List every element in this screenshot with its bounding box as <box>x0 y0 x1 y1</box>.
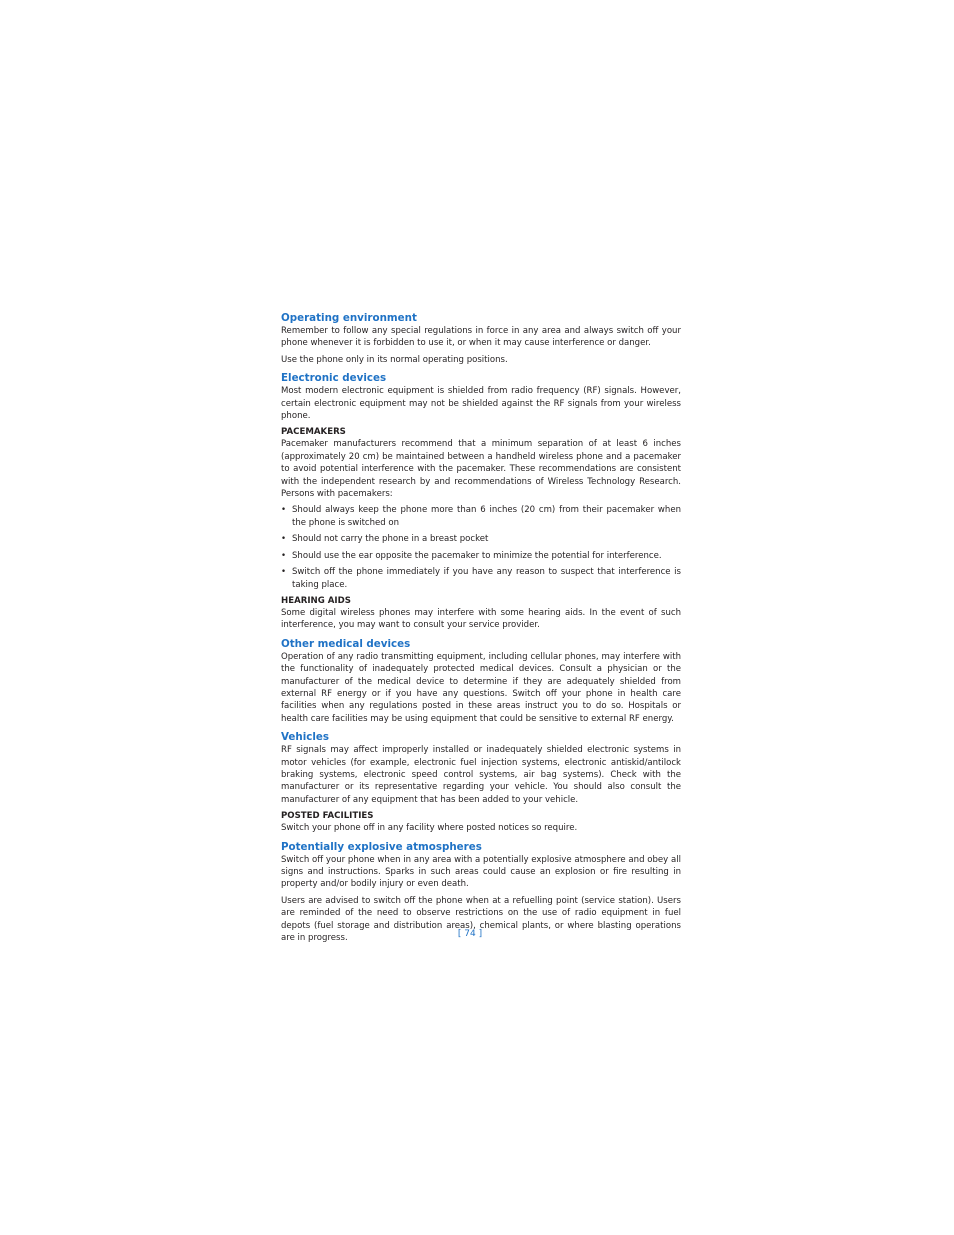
heading-operating-environment: Operating environment <box>281 312 417 324</box>
list-item <box>281 504 681 529</box>
bullet-glyph: • <box>281 550 287 561</box>
list-item <box>281 533 681 545</box>
list-item-text: Should always keep the phone more than 6 inches (20 cm) from their pacemaker when the phone is switched on <box>292 505 681 528</box>
document-body <box>281 311 681 944</box>
list-item-text: Should not carry the phone in a breast pocket <box>292 534 489 545</box>
subheading-hearing-aids: HEARING AIDS <box>281 595 351 606</box>
paragraph-hearing-1: Some digital wireless phones may interfere with some hearing aids. In the event of such interference, you may want to consult your service provider. <box>281 607 681 631</box>
paragraph-pacemakers-1: Pacemaker manufacturers recommend that a minimum separation of at least 6 inches (approximately 20 cm) be maintained between a handheld wireless phone and a pacemaker to avoid potential interference with the pacemaker. These recommendations are consistent with the independent research by and recommendations of Wireless Technology Research. Persons with pacemakers: <box>281 439 681 500</box>
bullet-glyph: • <box>281 534 287 545</box>
page-number: [ 74 ] <box>457 929 483 939</box>
subheading-posted-facilities: POSTED FACILITIES <box>281 811 374 822</box>
heading-potentially-explosive-atmospheres: Potentially explosive atmospheres <box>281 840 482 853</box>
heading-other-medical-devices: Other medical devices <box>281 637 411 650</box>
heading-vehicles: Vehicles <box>281 731 329 744</box>
list-item <box>281 566 681 591</box>
bullet-glyph: • <box>281 567 287 578</box>
paragraph-operating-1: Remember to follow any special regulations in force in any area and always switch off your phone whenever it is forbidden to use it, or when it may cause interference or danger. <box>281 326 681 349</box>
paragraph-explosive-1: Switch off your phone when in any area with a potentially explosive atmosphere and obey all signs and instructions. Sparks in such areas could cause an explosion or fire resulting in property and/or bodily injury or even death. <box>281 854 681 890</box>
paragraph-operating-2: Use the phone only in its normal operating positions. <box>281 354 508 365</box>
list-item-text: Switch off the phone immediately if you have any reason to suspect that interference is taking place. <box>292 567 681 590</box>
heading-electronic-devices: Electronic devices <box>281 372 387 385</box>
paragraph-explosive-2: Users are advised to switch off the phone when at a refuelling point (service station). Users are reminded of the need to observe restrictions on the use of radio equipment in fuel depots (fuel storage and distribution areas), chemical plants, or where blasting operations are in progress. <box>281 895 681 944</box>
list-item <box>281 550 681 562</box>
subheading-pacemakers: PACEMAKERS <box>281 427 346 438</box>
paragraph-medical-1: Operation of any radio transmitting equipment, including cellular phones, may interfere with the functionality of inadequately protected medical devices. Consult a physician or the manufacturer of the medical device to determine if they are adequately shielded from external RF energy or if you have any questions. Switch off your phone in health care facilities when any regulations posted in these areas instruct you to do so. Hospitals or health care facilities may be using equipment that could be sensitive to external RF energy. <box>281 651 681 724</box>
paragraph-electronic-1: Most modern electronic equipment is shielded from radio frequency (RF) signals. However, certain electronic equipment may not be shielded against the RF signals from your wireless phone. <box>281 386 681 422</box>
paragraph-posted-1: Switch your phone off in any facility where posted notices so require. <box>281 823 578 834</box>
list-item-text: Should use the ear opposite the pacemaker to minimize the potential for interference. <box>292 550 662 561</box>
bullet-glyph: • <box>281 505 287 516</box>
paragraph-vehicles-1: RF signals may affect improperly installed or inadequately shielded electronic systems in motor vehicles (for example, electronic fuel injection systems, electronic antiskid/antilock braking systems, electronic speed control systems, air bag systems). Check with the manufacturer or its representative regarding your vehicle. You should also consult the manufacturer of any equipment that has been added to your vehicle. <box>281 745 681 805</box>
pacemaker-bullet-list <box>281 504 681 590</box>
